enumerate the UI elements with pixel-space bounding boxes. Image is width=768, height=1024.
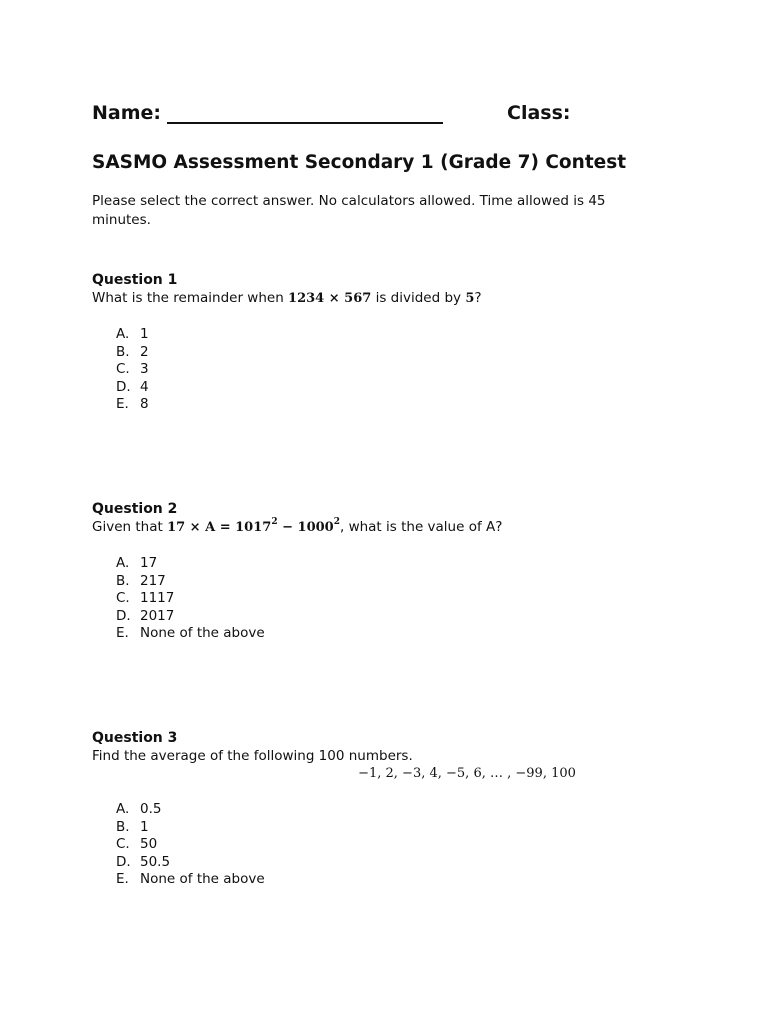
- answer-option: B. 1: [116, 818, 149, 835]
- class-label: Class:: [507, 102, 571, 124]
- number-sequence: −1, 2, −3, 4, −5, 6, … , −99, 100: [358, 766, 576, 781]
- answer-option: A. 17: [116, 555, 158, 571]
- question-heading: Question 3: [92, 730, 178, 746]
- answer-option: D. 2017: [116, 607, 175, 624]
- answer-option: C. 50: [116, 836, 158, 853]
- math-expression: 5: [465, 291, 475, 306]
- answer-option: E. None of the above: [116, 871, 265, 888]
- answer-option: E. None of the above: [116, 625, 265, 642]
- student-info-header: [92, 98, 692, 132]
- answer-option: B. 2: [116, 343, 149, 360]
- answer-option: C. 1117: [116, 590, 175, 607]
- name-blank-line: [167, 122, 443, 124]
- answer-option: D. 4: [116, 378, 149, 395]
- answer-option: D. 50.5: [116, 853, 171, 870]
- answer-options: [92, 555, 692, 643]
- instructions-text: Please select the correct answer. No calculators allowed. Time allowed is 45 minutes.: [92, 193, 606, 228]
- answer-option: A. 0.5: [116, 801, 162, 817]
- question-heading: Question 2: [92, 501, 178, 517]
- question-heading: Question 1: [92, 272, 178, 288]
- answer-option: C. 3: [116, 361, 149, 378]
- name-label: Name:: [92, 102, 162, 124]
- question-3: [92, 729, 692, 889]
- question-1: [92, 271, 692, 414]
- answer-option: E. 8: [116, 396, 149, 413]
- math-expression: $17 \times A = 1017^2 - 1000^2$: [167, 516, 340, 535]
- page-title: SASMO Assessment Secondary 1 (Grade 7) Contest: [92, 152, 627, 173]
- question-text: What is the remainder when 1234 × 567 is divided by 5?: [92, 290, 482, 306]
- answer-options: [92, 801, 692, 889]
- math-expression: 1234 × 567: [288, 291, 372, 306]
- answer-options: [92, 326, 692, 414]
- question-text: Given that $17 \times A = 1017^2 - 1000^2$, what is the value of A?: [92, 516, 503, 535]
- answer-option: B. 217: [116, 572, 166, 589]
- question-text: Find the average of the following 100 numbers.: [92, 748, 413, 764]
- question-2: [92, 500, 692, 643]
- answer-option: A. 1: [116, 326, 149, 342]
